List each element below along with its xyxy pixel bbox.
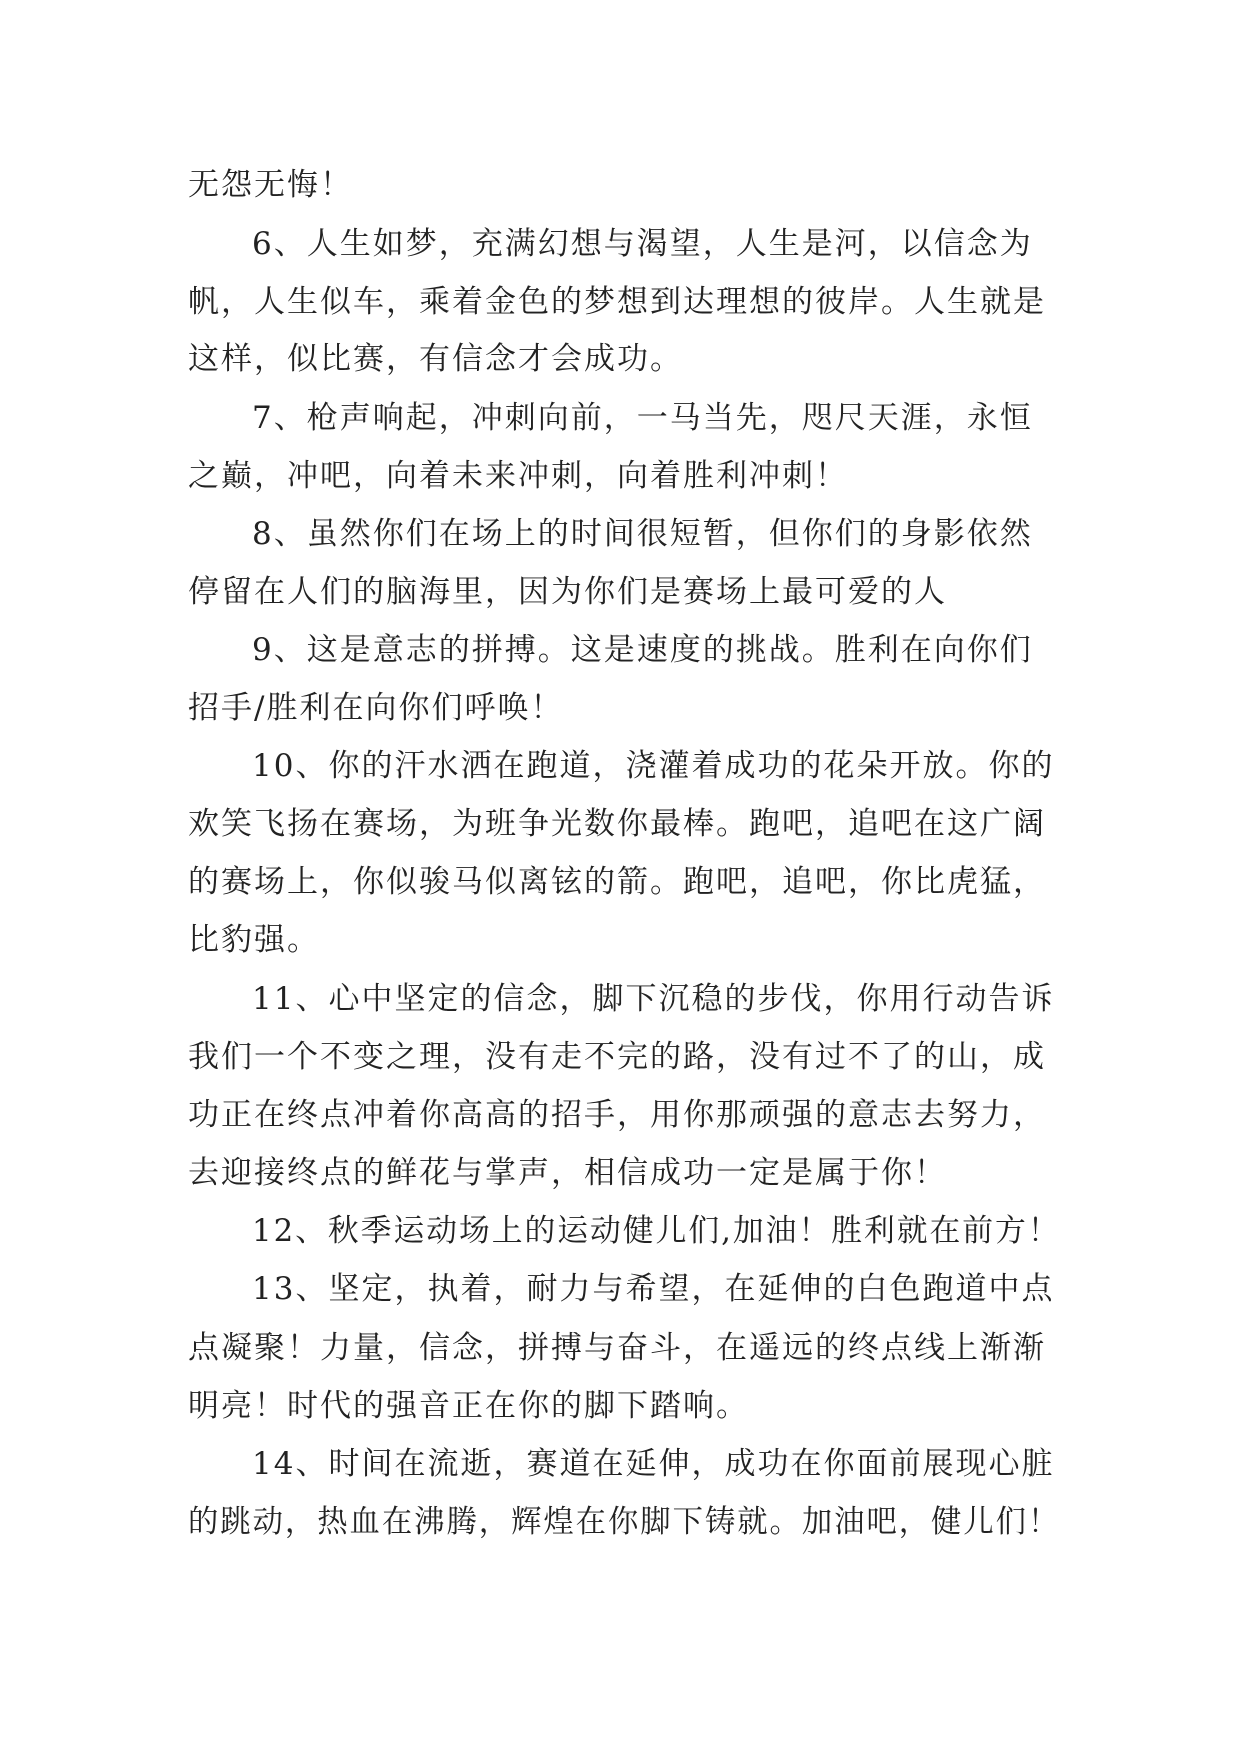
text-line: 12、秋季运动场上的运动健儿们,加油！胜利就在前方！ <box>252 1213 1061 1249</box>
text-line: 帆，人生似车，乘着金色的梦想到达理想的彼岸。人生就是 <box>188 284 1046 320</box>
text-line: 之巅，冲吧，向着未来冲刺，向着胜利冲刺！ <box>188 458 848 494</box>
text-line: 明亮！时代的强音正在你的脚下踏响。 <box>188 1388 749 1424</box>
text-line: 无怨无悔！ <box>188 167 353 203</box>
text-line: 去迎接终点的鲜花与掌声，相信成功一定是属于你！ <box>188 1155 947 1191</box>
text-line: 11、心中坚定的信念，脚下沉稳的步伐，你用行动告诉 <box>252 981 1055 1017</box>
text-line: 这样，似比赛，有信念才会成功。 <box>188 341 683 377</box>
text-line: 我们一个不变之理，没有走不完的路，没有过不了的山，成 <box>188 1039 1046 1075</box>
text-line: 招手/胜利在向你们呼唤！ <box>188 690 564 726</box>
text-line: 功正在终点冲着你高高的招手，用你那顽强的意志去努力， <box>188 1097 1046 1133</box>
text-line: 的赛场上，你似骏马似离铉的箭。跑吧，追吧，你比虎猛， <box>188 864 1046 900</box>
text-line: 的跳动，热血在沸腾，辉煌在你脚下铸就。加油吧，健儿们！ <box>188 1504 1061 1540</box>
text-line: 欢笑飞扬在赛场，为班争光数你最棒。跑吧，追吧在这广阔 <box>188 806 1046 842</box>
text-line: 8、虽然你们在场上的时间很短暂，但你们的身影依然 <box>252 516 1033 552</box>
text-line: 6、人生如梦，充满幻想与渴望，人生是河，以信念为 <box>252 226 1033 262</box>
text-line: 9、这是意志的拼搏。这是速度的挑战。胜利在向你们 <box>252 632 1033 668</box>
text-line: 7、枪声响起，冲刺向前，一马当先，咫尺天涯，永恒 <box>252 400 1033 436</box>
text-line: 比豹强。 <box>188 922 320 958</box>
text-line: 点凝聚！力量，信念，拼搏与奋斗，在遥远的终点线上渐渐 <box>188 1330 1046 1366</box>
text-line: 10、你的汗水洒在跑道，浇灌着成功的花朵开放。你的 <box>252 748 1055 784</box>
text-line: 停留在人们的脑海里，因为你们是赛场上最可爱的人 <box>188 574 947 610</box>
text-line: 13、坚定，执着，耐力与希望，在延伸的白色跑道中点 <box>252 1271 1055 1307</box>
text-line: 14、时间在流逝，赛道在延伸，成功在你面前展现心脏 <box>252 1446 1055 1482</box>
